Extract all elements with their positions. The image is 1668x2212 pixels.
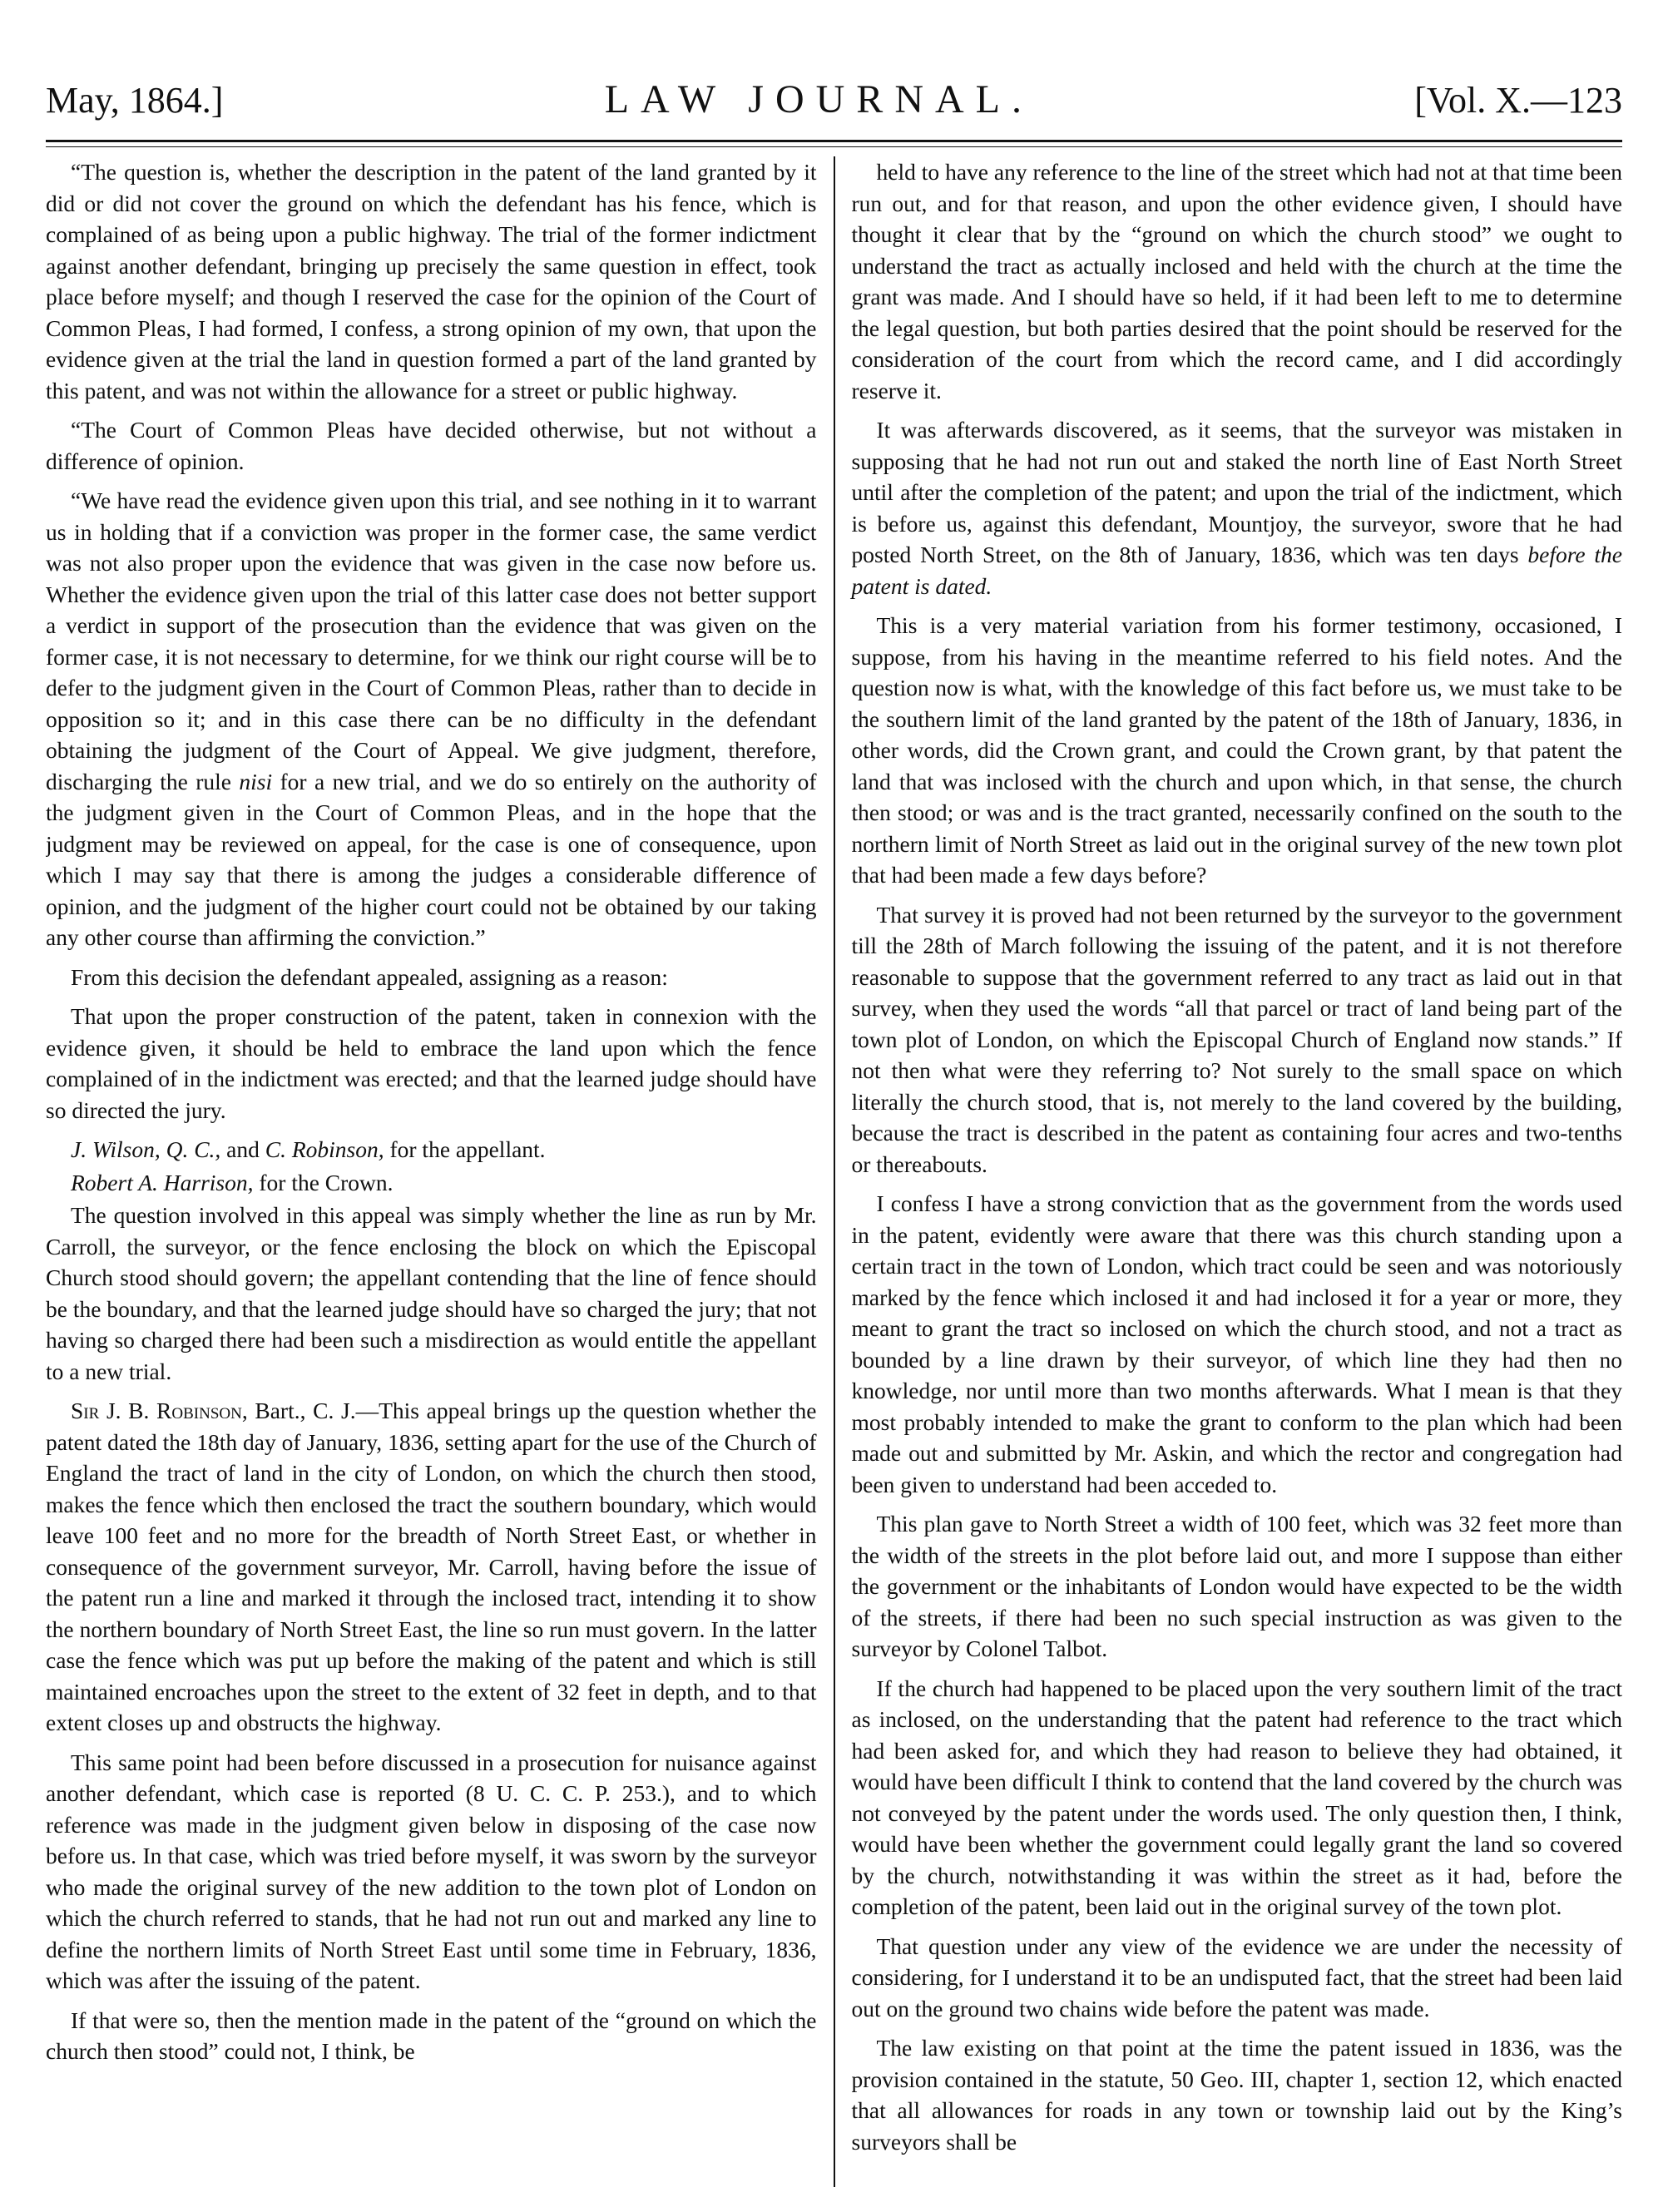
- paragraph: “The question is, whether the description in the patent of the land granted by it did or did not cover the ground on which the defendant has his fence, which is complained of as being upon a public highway. The trial of the former indictment against another defendant, bringing up precisely the same question in effect, took place before myself; and though I reserved the case for the opinion of the Court of Common Pleas, I had formed, I confess, a strong opinion of my own, that upon the evidence given at the trial the land in question formed a part of the land granted by this patent, and was not within the allowance for a street or public highway.: [46, 159, 817, 403]
- paragraph: “The Court of Common Pleas have decided otherwise, but not without a difference of opinion.: [46, 417, 817, 474]
- text-columns: [46, 156, 1622, 2187]
- paragraph: [46, 1395, 817, 1739]
- counsel-crown: [46, 1167, 817, 1199]
- header-volume-page: [Vol. X.—123: [1414, 80, 1622, 121]
- paragraph: The question involved in this appeal was simply whether the line as run by Mr. Carroll, the surveyor, or the fence enclosing the block on which the Episcopal Church stood should govern; the appellant contending that the line of fence should be the boundary, and that the learned judge should have so charged the jury; that not having so charged there had been such a misdirection as would entitle the appellant to a new trial.: [46, 1202, 817, 1384]
- counsel-and: and: [226, 1136, 260, 1162]
- paragraph: I confess I have a strong conviction that as the government from the words used in the patent, evidently were aware that there was this church standing upon a certain tract in the town of London, which tract could be seen and was notoriously marked by the fence which inclosed it and had inclosed it for a year or more, they meant to grant the tract so inclosed on which the church stood, and not a tract as bounded by a line drawn by their surveyor, of which line they had then no knowledge, nor until more than two months afterwards. What I mean is that they most probably intended to make the grant to conform to the plan which had been made out and submitted by Mr. Askin, and which the rector and congregation had been given to understand had been acceded to.: [851, 1190, 1622, 1497]
- header-rule-thick: [46, 140, 1622, 142]
- paragraph: The law existing on that point at the time the patent issued in 1836, was the provision contained in the statute, 50 Geo. III, chapter 1, section 12, which enacted that all allowances for roads in any town or township laid out by the King’s surveyors shall be: [851, 2035, 1622, 2155]
- header-journal-title: LAW JOURNAL.: [604, 77, 1033, 121]
- paragraph: This same point had been before discussed in a prosecution for nuisance against another defendant, which case is reported (8 U. C. C. P. 253.), and to which reference was made in the judgment given below in disposing of the case now before us. In that case, which was tried before myself, it was sworn by the surveyor who made the original survey of the new addition to the town plot of London on which the church referred to stands, that he had not run out and marked any line to define the northern limits of North Street East until some time in February, 1836, which was after the issuing of the patent.: [46, 1749, 817, 1993]
- header-rule-thin: [46, 146, 1622, 147]
- counsel-appellant: [46, 1134, 817, 1165]
- header-date: May, 1864.]: [46, 80, 224, 121]
- paragraph: From this decision the defendant appealed, assigning as a reason:: [71, 963, 668, 990]
- paragraph: This plan gave to North Street a width of 100 feet, which was 32 feet more than the width of the streets in the plot before laid out, and more I suppose than either the government or the inhabitants of London would have expected to be the width of the streets, if there had been no such special instruction as was given to the surveyor by Colonel Talbot.: [851, 1511, 1622, 1661]
- counsel-name: Robert A. Harrison,: [71, 1169, 254, 1195]
- emphasis-text: before the patent is dated.: [851, 542, 1622, 599]
- paragraph-text: “We have read the evidence given upon this trial, and see nothing in it to warrant us in holding that if a conviction was proper in the former case, the same verdict was not also proper upon the evidence that was given in the case now before us. Whether the evidence given upon the trial of this latter case does not better support a verdict in support of the prosecution than the evidence that was given on the former case, it is not necessary to determine, for we think our right course will be to defer to the judgment given in the Court of Common Pleas, rather than to decide in opposition so it; and in this case there can be no difficulty in the defendant obtaining the judgment of the Court of Appeal. We give judgment, therefore, discharging the rule: [46, 487, 817, 794]
- paragraph: [46, 485, 817, 953]
- counsel-name: C. Robinson,: [265, 1136, 384, 1162]
- paragraph: That upon the proper construction of the patent, taken in connexion with the evidence given, it should be held to embrace the land upon which the fence complained of in the indictment was erected; and that the learned judge should have so directed the jury.: [46, 1003, 817, 1123]
- left-column: [46, 156, 834, 2187]
- counsel-name: J. Wilson, Q. C.,: [71, 1136, 221, 1162]
- right-column: [835, 156, 1623, 2187]
- latin-term: nisi: [239, 768, 273, 794]
- paragraph-text: for a new trial, and we do so entirely on the authority of the judgment given in the Court of Common Pleas, and in the hope that the judgment may be reviewed on appeal, for the case is one of consequence, upon which I may say that there is among the judges a considerable difference of opinion, and the judgment of the higher court could not be obtained by our taking any other course than affirming the conviction.”: [46, 768, 817, 950]
- paragraph: If that were so, then the mention made in the patent of the “ground on which the church then stood” could not, I think, be: [46, 2007, 817, 2064]
- running-header: [46, 77, 1622, 135]
- paragraph: That question under any view of the evidence we are under the necessity of considering, for I understand it to be an undisputed fact, that the street had been laid out on the ground two chains wide before the patent was made.: [851, 1932, 1622, 2021]
- counsel-role: for the Crown.: [259, 1169, 393, 1195]
- judge-name: Sir J. B. Robinson: [71, 1398, 242, 1423]
- paragraph: [852, 414, 1623, 601]
- paragraph: That survey it is proved had not been returned by the surveyor to the government till the 28th of March following the issuing of the patent, and it is not therefore reasonable to suppose that the government referred to any tract as laid out in that survey, when they used the words “all that parcel or tract of land being part of the town plot of London, on which the Episcopal Church of England now stands.” If not then what were they referring to? Not surely to the small space on which literally the church stood, that is, not merely to the land covered by the building, because the tract is described in the patent as containing four acres and two-tenths or thereabouts.: [851, 901, 1622, 1177]
- paragraph: held to have any reference to the line of the street which had not at that time been run out, and for that reason, and upon the other evidence given, I should have thought it clear that by the “ground on which the church stood” we ought to understand the tract as actually inclosed and held with the church at the time the grant was made. And I should have so held, if it had been left to me to determine the legal question, but both parties desired that the point should be reserved for the consideration of the court from which the record came, and I did accordingly reserve it.: [851, 159, 1622, 403]
- counsel-role: for the appellant.: [389, 1136, 546, 1162]
- paragraph: This is a very material variation from his former testimony, occasioned, I suppose, from his having in the meantime referred to his field notes. And the question now is what, with the knowledge of this fact before us, we must take to be the southern limit of the land granted by the patent of the 18th of January, 1836, in other words, did the Crown grant, and could the Crown grant, by that patent the land that was inclosed with the church and upon which, in that sense, the church then stood; or was and is the tract granted, necessarily confined on the south to the northern limit of North Street as laid out in the original survey of the new town plot that had been made a few days before?: [851, 612, 1622, 888]
- paragraph-text: It was afterwards discovered, as it seems, that the surveyor was mistaken in supposing that he had not run out and staked the north line of East North Street until after the completion of the patent; and upon the trial of the indictment, which is before us, against this defendant, Mountjoy, the surveyor, swore that he had posted North Street, on the 8th of January, 1836, which was ten days: [851, 417, 1622, 567]
- paragraph-text: , Bart., C. J.—This appeal brings up the question whether the patent dated the 18th day of January, 1836, setting apart for the use of the Church of England the tract of land in the city of London, on which the church then stood, makes the fence which then enclosed the tract the southern boundary, which would leave 100 feet and no more for the breadth of North Street East, or whether in consequence of the government surveyor, Mr. Carroll, having before the issue of the patent run a line and marked it through the inclosed tract, intending it to show the northern boundary of North Street East, the line so run must govern. In the latter case the fence which was put up before the making of the patent and which is still maintained encroaches upon the street to the extent of 32 feet in depth, and to that extent closes up and obstructs the highway.: [46, 1398, 817, 1735]
- paragraph: If the church had happened to be placed upon the very southern limit of the tract as inclosed, on the understanding that the patent had reference to the tract which had been asked for, and which they had reason to believe they had obtained, it would have been difficult I think to contend that the land covered by the church was not conveyed by the patent under the words used. The only question then, I think, would have been whether the government could legally grant the land so covered by the church, notwithstanding it was within the street as it had, before the completion of the patent, been laid out in the original survey of the town plot.: [851, 1675, 1622, 1919]
